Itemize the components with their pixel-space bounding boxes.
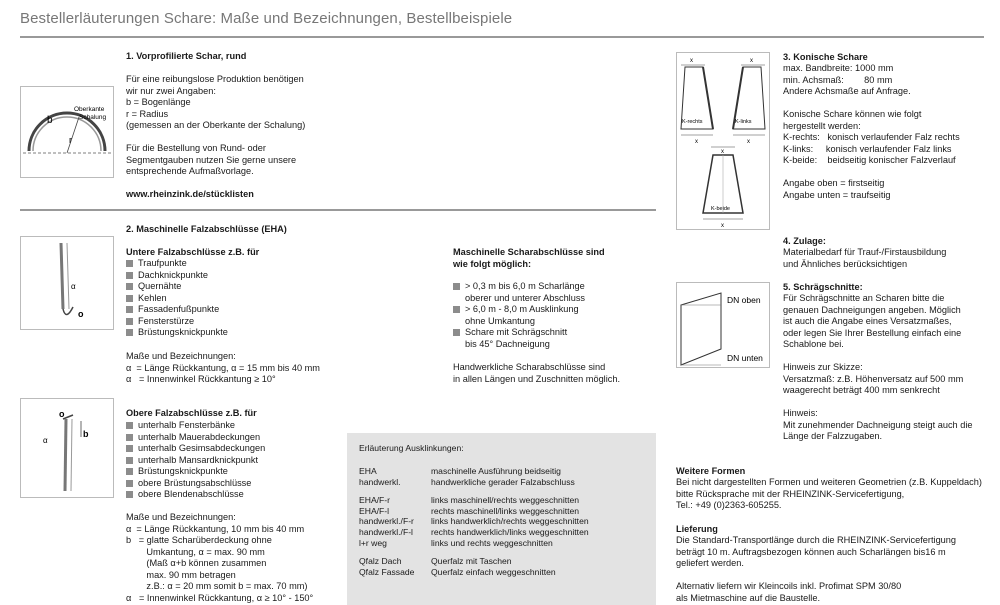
list-item: Kehlen (126, 293, 228, 305)
fig3-k-rechts: K-rechts (682, 119, 703, 125)
s3-body: max. Bandbreite: 1000 mm min. Achsmaß: 80 mm Andere Achsmaße auf Anfrage. Konische Schare können wie folgt hergestellt werden: K-rechts: konisch verlaufender Falz rechts K-links: konisch verlaufender Falz links K-beide: beidseitig konischer Falzverlauf Angabe oben = firstseitig Angabe unten = traufseitig (783, 63, 960, 200)
fig2o-alpha: α (43, 436, 48, 445)
list-item: Fassadenfußpunkte (126, 304, 228, 316)
list-item: > 6,0 m - 8,0 m Ausklinkung ohne Umkantung (453, 304, 585, 327)
figure-conical-sheets (676, 52, 770, 230)
fig5-top: DN oben (727, 295, 761, 305)
fig3-x2: x (695, 139, 698, 145)
fig3-x5: x (721, 149, 724, 155)
table-row: handwerkl. handwerkliche gerader Falzabschluss (359, 476, 575, 487)
untere-list (126, 258, 228, 339)
header-rule (20, 36, 984, 38)
weitere-title: Weitere Formen (676, 466, 746, 476)
lieferung-title: Lieferung (676, 524, 718, 534)
explanation-box (347, 433, 656, 605)
fig3-x1: x (690, 58, 693, 64)
fig2o-b: b (83, 429, 89, 439)
list-item: Brüstungsknickpunkte (126, 466, 265, 478)
list-item: > 0,3 m bis 6,0 m Scharlänge oberer und unterer Abschluss (453, 281, 585, 304)
fig3-k-links: K-links (735, 119, 752, 125)
figure-lower-edge (20, 236, 114, 330)
fig2u-alpha: α (71, 282, 76, 291)
list-item: Quernähte (126, 281, 228, 293)
table-row: l+r weg links und rechts weggeschnitten (359, 537, 553, 548)
s3-title: 3. Konische Schare (783, 52, 868, 62)
list-item: unterhalb Fensterbänke (126, 420, 265, 432)
untere-title: Untere Falzabschlüsse z.B. für (126, 247, 260, 257)
untere-masse: Maße und Bezeichnungen: α = Länge Rückkantung, α = 15 mm bis 40 mm α = Innenwinkel Rückkantung ≥ 10° (126, 351, 320, 384)
table-row: Qfalz Fassade Querfalz einfach weggeschnitten (359, 566, 556, 577)
fig2u-o: o (78, 309, 84, 319)
lieferung-body: Die Standard-Transportlänge durch die RHEINZINK-Servicefertigung beträgt 10 m. Auftragsbezogen können auch Scharlängen bis16 m geliefert werden. Alternativ liefern wir Kleincoils inkl. Profimat SPM 30/80 als Mietmaschine auf die Baustelle. (676, 535, 957, 603)
fig1-label2: Schalung (79, 114, 107, 121)
s1-title: 1. Vorprofilierte Schar, rund (126, 51, 247, 61)
weitere-body: Bei nicht dargestellten Formen und weiteren Geometrien (z.B. Kuppeldach) bitte Rücksprache mit der RHEINZINK-Servicefertigung, Tel.: +49 (0)2363-605255. (676, 477, 982, 510)
fig2o-o: o (59, 409, 65, 419)
list-item: unterhalb Mauerabdeckungen (126, 432, 265, 444)
list-item: unterhalb Mansardknickpunkt (126, 455, 265, 467)
table-row: EHA/F-l rechts maschinell/links weggeschnitten (359, 505, 580, 516)
table-row: handwerkl./F-r links handwerklich/rechts weggeschnitten (359, 516, 589, 527)
fig3-x4: x (747, 139, 750, 145)
obere-masse: Maße und Bezeichnungen: α = Länge Rückkantung, 10 mm bis 40 mm b = glatte Scharüberdeckung ohne Umkantung, α = max. 90 mm (Maß α+b können zusammen max. 90 mm betragen z.B.: α = 20 mm somit b = max. 70 mm) α = Innenwinkel Rückkantung, α ≥ 10° - 150° (126, 512, 314, 603)
fig1-r: r (69, 135, 72, 145)
expl-title: Erläuterung Ausklinkungen: (359, 443, 464, 453)
list-item: Fensterstürze (126, 316, 228, 328)
lower-edge-drawing (21, 237, 113, 329)
masch-list (453, 281, 585, 350)
figure-round-sheet (20, 86, 114, 178)
list-item: obere Blendenabschlüsse (126, 489, 265, 501)
s5-body: Für Schrägschnitte an Scharen bitte die genauen Dachneigungen angeben. Möglich ist auch die Angabe eines Versatzmaßes, oder legen Sie Ihrer Bestellung einfach eine Schablone bei. Hinweis zur Skizze: Versatzmaß: z.B. Höhenversatz auf 500 mm waagerecht beträgt 400 mm senkrecht Hinweis: Mit zunehmender Dachneigung steigt auch die Länge der Falzzugaben. (783, 293, 973, 441)
table-row (359, 487, 589, 495)
figure-oblique-cut (676, 282, 770, 368)
s2-title: 2. Maschinelle Falzabschlüsse (EHA) (126, 224, 287, 234)
s4-body: Materialbedarf für Trauf-/Firstausbildung und Ähnliches berücksichtigen (783, 247, 947, 269)
fig3-k-beide: K-beide (711, 206, 730, 212)
fig1-b: b (47, 115, 53, 126)
expl-table (359, 466, 589, 577)
fig1-label1: Oberkante (74, 106, 105, 113)
fig5-bottom: DN unten (727, 353, 763, 363)
s1-link[interactable]: www.rheinzink.de/stücklisten (126, 189, 254, 199)
table-row: handwerkl./F-l rechts handwerklich/links weggeschnitten (359, 526, 589, 537)
figure-upper-edge (20, 398, 114, 498)
conical-sheets-drawing (677, 53, 769, 229)
s1-body: Für eine reibungslose Produktion benötigen wir nur zwei Angaben: b = Bogenlänge r = Radius (gemessen an der Oberkante der Schalung) Für die Bestellung von Rund- oder Segmentgauben nutzen Sie gerne unsere entsprechende Aufmaßvorlage. (126, 74, 306, 176)
s4-title: 4. Zulage: (783, 236, 826, 246)
table-row: EHA maschinelle Ausführung beidseitig (359, 466, 561, 476)
list-item: Traufpunkte (126, 258, 228, 270)
table-row: Qfalz Dach Querfalz mit Taschen (359, 556, 512, 567)
page-title: Bestellerläuterungen Schare: Maße und Bezeichnungen, Bestellbeispiele (20, 10, 513, 27)
masch-title: Maschinelle Scharabschlüsse sind wie folgt möglich: (453, 247, 605, 269)
round-sheet-drawing (21, 87, 113, 177)
list-item: obere Brüstungsabschlüsse (126, 478, 265, 490)
obere-title: Obere Falzabschlüsse z.B. für (126, 408, 257, 418)
table-row: EHA/F-r links maschinell/rechts weggeschnitten (359, 495, 580, 506)
s5-title: 5. Schrägschnitte: (783, 282, 863, 292)
obere-list (126, 420, 265, 501)
upper-edge-drawing (21, 399, 113, 497)
list-item: unterhalb Gesimsabdeckungen (126, 443, 265, 455)
fig3-x3: x (750, 58, 753, 64)
fig3-x6: x (721, 223, 724, 229)
list-item: Dachknickpunkte (126, 270, 228, 282)
list-item: Brüstungsknickpunkte (126, 327, 228, 339)
hand-text: Handwerkliche Scharabschlüsse sind in allen Längen und Zuschnitten möglich. (453, 362, 621, 384)
table-row (359, 548, 589, 556)
list-item: Schare mit Schrägschnitt bis 45° Dachneigung (453, 327, 585, 350)
section-rule (20, 209, 656, 211)
oblique-cut-drawing (677, 283, 769, 367)
